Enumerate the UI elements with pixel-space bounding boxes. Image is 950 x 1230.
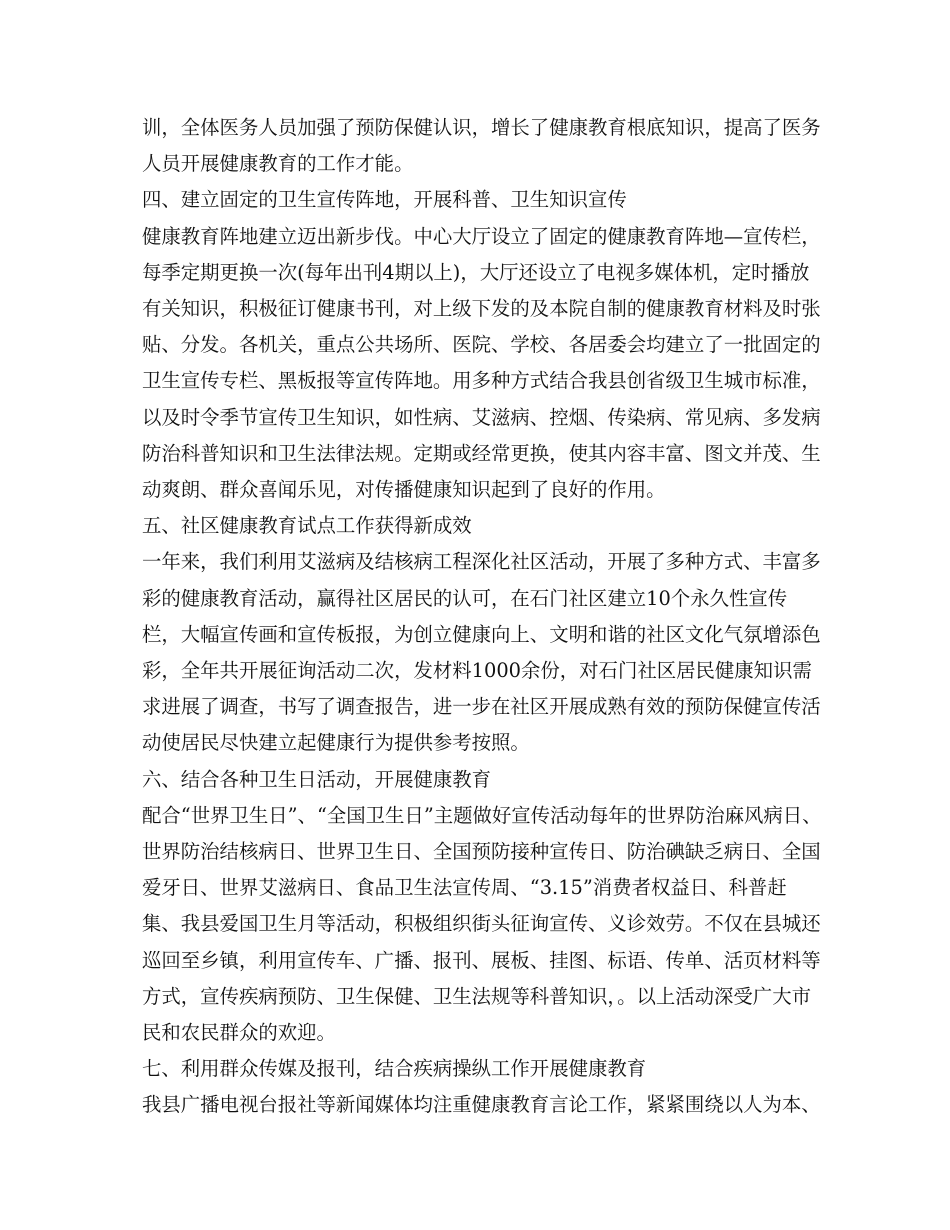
section-heading-7: 七、利用群众传媒及报刊，结合疾病操纵工作开展健康教育 [142,1057,647,1081]
section-heading-6: 六、结合各种卫生日活动，开展健康教育 [142,767,492,791]
paragraph-community-pilot: 一年来，我们利用艾滋病及结核病工程深化社区活动，开展了多种方式、丰富多彩的健康教育活动，赢得社区居民的认可，在石门社区建立10个永久性宣传栏，大幅宣传画和宣传板报，为创立健康向上、文明和谐的社区文化气氛增添色彩，全年共开展征询活动二次，发材料1000余份，对石门社区居民健康知识需求进展了调查，书写了调查报告，进一步在社区开展成熟有效的预防保健宣传活动使居民尽快建立起健康行为提供参考按照。 [142,550,821,755]
paragraph-media: 我县广播电视台报社等新闻媒体均注重健康教育言论工作，紧紧围绕以人为本、 [142,1093,821,1117]
section-heading-5: 五、社区健康教育试点工作获得新成效 [142,514,472,538]
section-heading-4: 四、建立固定的卫生宣传阵地，开展科普、卫生知识宣传 [142,188,627,212]
paragraph-health-days: 配合“世界卫生日”、“全国卫生日”主题做好宣传活动每年的世界防治麻风病日、世界防治结核病日、世界卫生日、全国预防接种宣传日、防治碘缺乏病日、全国爱牙日、世界艾滋病日、食品卫生法宣传周、“3.15”消费者权益日、科普赶集、我县爱国卫生月等活动，积极组织街头征询宣传、义诊效劳。不仅在县城还巡回至乡镇，利用宣传车、广播、报刊、展板、挂图、标语、传单、活页材料等方式，宣传疾病预防、卫生保健、卫生法规等科普知识，。以上活动深受广大市民和农民群众的欢迎。 [142,803,822,1045]
paragraph-publicity-base: 健康教育阵地建立迈出新步伐。中心大厅设立了固定的健康教育阵地—宣传栏，每季定期更换一次(每年出刊4期以上)，大厅还设立了电视多媒体机，定时播放有关知识，积极征订健康书刊，对上级下发的及本院自制的健康教育材料及时张贴、分发。各机关，重点公共场所、医院、学校、各居委会均建立了一批固定的卫生宣传专栏、黑板报等宣传阵地。用多种方式结合我县创省级卫生城市标准，以及时令季节宣传卫生知识，如性病、艾滋病、控烟、传染病、常见病、多发病防治科普知识和卫生法律法规。定期或经常更换，使其内容丰富、图文并茂、生动爽朗、群众喜闻乐见，对传播健康知识起到了良好的作用。 [142,224,821,502]
document-body [142,110,824,1124]
paragraph-continued: 训，全体医务人员加强了预防保健认识，增长了健康教育根底知识，提高了医务人员开展健康教育的工作才能。 [142,116,821,176]
